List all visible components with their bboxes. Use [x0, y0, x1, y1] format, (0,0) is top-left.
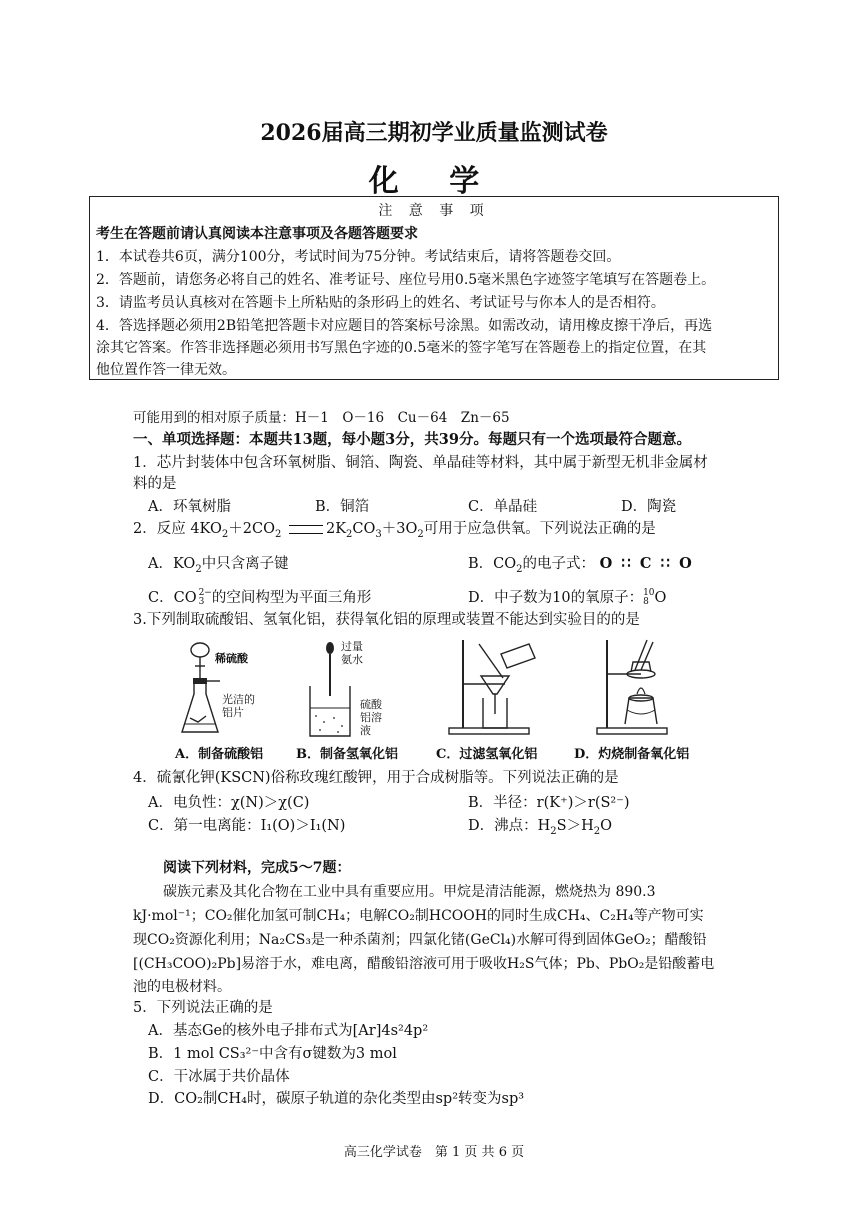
q5-option-b: B．1 mol CS₃²⁻中含有σ键数为3 mol [148, 1046, 397, 1062]
q2-option-a: A．$KO_2$中只含离子键 [148, 556, 289, 575]
q3-stem: 3.下列制取硫酸铝、氢氧化铝，获得氧化铝的原理或装置不能达到实验目的的是 [133, 612, 640, 628]
page-footer: 高三化学试卷 第 1 页 共 6 页 [343, 1145, 525, 1160]
notice-box [89, 196, 779, 380]
atomic-masses: 可能用到的相对原子质量：H－1 O－16 Cu－64 Zn－65 [133, 410, 510, 426]
q2-option-b: B．$CO_2$的电子式： O ∶∶ C ∶∶ O [468, 555, 694, 575]
notice-heading: 注 意 事 项 [378, 203, 490, 219]
equals-sign [289, 525, 323, 534]
figure-caption-d: D．灼烧制备氧化铝 [574, 747, 690, 762]
notice-item-4-cont: 涂其它答案。作答非选择题必须用书写黑色字迹的0.5毫米的签字笔写在答题卷上的指定位置，在其 [96, 340, 707, 356]
q4-option-a: A．电负性：χ(N)＞χ(C) [148, 795, 310, 811]
label-al-sulfate-solution: 硫酸铝溶液 [360, 698, 382, 737]
q1-option-d: D．陶瓷 [621, 499, 677, 515]
figure-caption-c: C．过滤氢氧化铝 [436, 747, 538, 762]
notice-item-4: 4．答选择题必须用2B铅笔把答题卡对应题目的答案标号涂黑。如需改动，请用橡皮擦干净后，再选 [96, 318, 713, 334]
exam-title: 2026届高三期初学业质量监测试卷 [260, 120, 608, 146]
label-ammonia: 过量氨水 [341, 640, 363, 666]
q1-option-c: C．单晶硅 [468, 499, 538, 515]
reading-line-2: kJ·mol⁻¹；CO₂催化加氢可制CH₄；电解CO₂制HCOOH的同时生成CH₄、C₂H₄等产物可实 [133, 908, 704, 924]
label-aluminum: 光洁的铝片 [222, 693, 255, 719]
apparatus-d [595, 636, 675, 741]
q5-option-d: D．CO₂制CH₄时，碳原子轨道的杂化类型由sp²转变为sp³ [148, 1091, 525, 1107]
q1-option-b: B．铜箔 [315, 499, 370, 515]
q1-stem-cont: 料的是 [133, 476, 177, 492]
reading-line-1: 碳族元素及其化合物在工业中具有重要应用。甲烷是清洁能源，燃烧热为 890.3 [163, 884, 656, 900]
co2-electron-formula: O ∶∶ C ∶∶ O [599, 555, 694, 572]
section-heading: 一、单项选择题：本题共13题，每小题3分，共39分。每题只有一个选项最符合题意。 [133, 431, 691, 448]
q4-stem: 4．硫氰化钾(KSCN)俗称玫瑰红酸钾，用于合成树脂等。下列说法正确的是 [133, 770, 619, 786]
reading-line-3: 现CO₂资源化利用；Na₂CS₃是一种杀菌剂；四氯化锗(GeCl₄)水解可得到固体GeO₂；醋酸铅 [133, 932, 707, 948]
q1-option-a: A．环氧树脂 [148, 499, 231, 515]
label-dilute-acid: 稀硫酸 [215, 652, 248, 665]
q2-option-c: C．CO 2− 3 的空间构型为平面三角形 [148, 588, 372, 607]
notice-intro: 考生在答题前请认真阅读本注意事项及各题答题要求 [96, 226, 418, 242]
q5-option-a: A．基态Ge的核外电子排布式为[Ar]4s²4p² [148, 1023, 429, 1039]
figure-caption-a: A．制备硫酸铝 [175, 747, 264, 762]
q5-option-c: C．干冰属于共价晶体 [148, 1069, 290, 1085]
notice-item-4-end: 他位置作答一律无效。 [96, 362, 236, 378]
q2-option-d: D．中子数为10的氧原子： 10 8 O [468, 588, 667, 607]
notice-item-2: 2．答题前，请您务必将自己的姓名、准考证号、座位号用0.5毫米黑色字迹签字笔填写在答题卷上。 [96, 272, 716, 288]
reading-prompt: 阅读下列材料，完成5～7题： [163, 860, 351, 876]
notice-item-1: 1．本试卷共6页，满分100分，考试时间为75分钟。考试结束后，请将答题卷交回。 [96, 249, 621, 265]
apparatus-c [445, 636, 540, 741]
subject-title: 化 学 [368, 164, 500, 199]
q4-option-b: B．半径：r(K⁺)＞r(S²⁻) [468, 795, 630, 811]
q4-option-c: C．第一电离能：I₁(O)＞I₁(N) [148, 818, 346, 834]
reading-line-5: 池的电极材料。 [133, 979, 231, 995]
reading-line-4: [(CH₃COO)₂Pb]易溶于水，难电离，醋酸铅溶液可用于吸收H₂S气体；Pb、PbO₂是铅酸蓄电 [133, 956, 715, 972]
notice-item-3: 3．请监考员认真核对在答题卡上所粘贴的条形码上的姓名、考试证号与你本人的是否相符。 [96, 295, 665, 311]
figure-caption-b: B．制备氢氧化铝 [296, 747, 398, 762]
q2-stem: 2．反应 $4KO_2+2CO_2$ $2K_2CO_3+3O_2$可用于应急供氧。下列说法正确的是 [133, 521, 656, 540]
q4-option-d: D．沸点：$H_2S>H_2O$ [468, 818, 613, 837]
q5-stem: 5．下列说法正确的是 [133, 1000, 273, 1016]
q1-stem: 1．芯片封装体中包含环氧树脂、铜箔、陶瓷、单晶硅等材料，其中属于新型无机非金属材 [133, 455, 708, 471]
